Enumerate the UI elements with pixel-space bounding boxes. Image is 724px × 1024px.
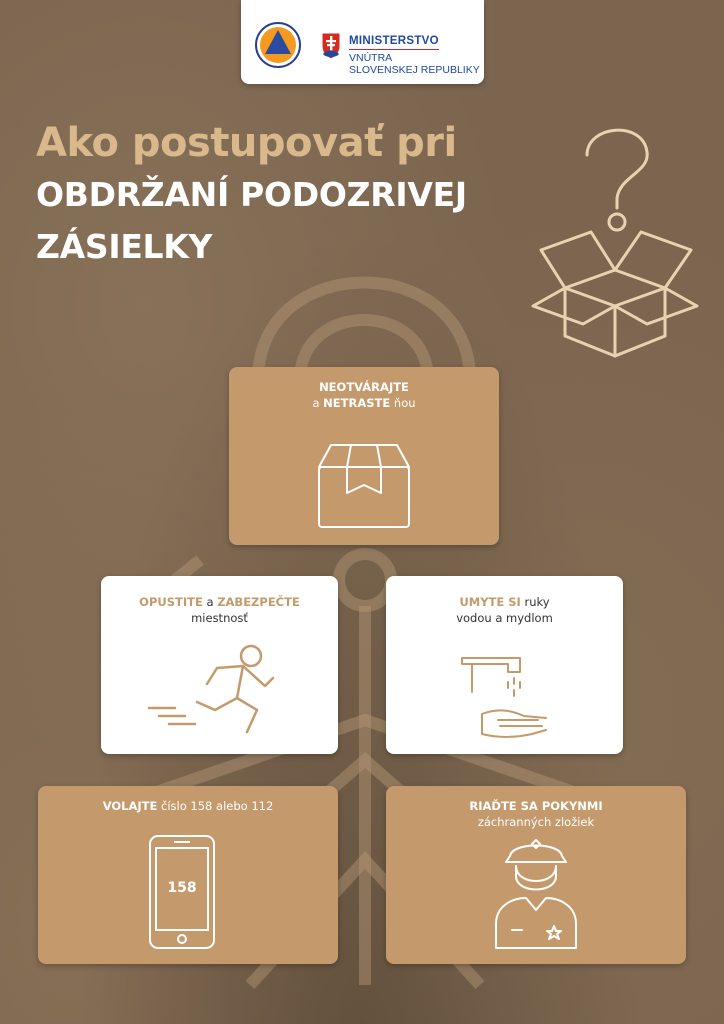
do-not-open-highlight: NEOTVÁRAJTE [319,380,409,394]
hand-washing-icon [458,654,554,744]
secure-highlight: ZABEZPEČTE [217,595,300,609]
civil-protection-logo [255,22,301,68]
police-officer-icon [492,836,580,952]
ministry-wordmark [349,31,480,76]
rescue-services-text: záchranných zložiek [477,815,595,829]
ministry-line-1: MINISTERSTVO [349,34,439,50]
step-wash-hands-text [386,594,623,626]
package-icon [317,441,411,531]
step-do-not-open-card [229,367,499,545]
step-leave-room-text [101,594,338,626]
step-wash-hands-card [386,576,623,754]
step-follow-instructions-card [386,786,686,964]
ministry-line-2: VNÚTRA [349,52,393,64]
slovak-emblem [321,32,341,60]
and-text: a [202,595,218,609]
step-call-card [38,786,338,964]
running-person-icon [145,638,295,746]
wash-highlight: UMYTE SI [459,595,521,609]
water-soap-text: vodou a mydlom [456,611,553,625]
title-line-1: Ako postupovať pri [36,120,457,166]
title-line-2: OBDRŽANÍ PODOZRIVEJ [36,175,467,214]
step-leave-room-card [101,576,338,754]
hands-text: ruky [520,595,550,609]
step-do-not-open-text [229,379,499,411]
call-numbers-text: číslo 158 alebo 112 [157,799,274,813]
do-not-shake-highlight: NETRASTE [323,396,391,410]
step-call-text [38,798,338,814]
logo-header [241,0,484,84]
question-box-icon [525,110,705,360]
leave-highlight: OPUSTITE [139,595,203,609]
call-highlight: VOLAJTE [102,799,158,813]
title-line-3: ZÁSIELKY [36,227,213,266]
ministry-line-3: SLOVENSKEJ REPUBLIKY [349,64,480,76]
room-text: miestnosť [191,611,248,625]
step-follow-instructions-text [386,798,686,830]
follow-highlight: RIAĎTE SA POKYNMI [469,799,603,813]
with-it-text: ňou [390,396,416,410]
and-text: a [312,396,324,410]
phone-screen-number: 158 [167,880,197,896]
